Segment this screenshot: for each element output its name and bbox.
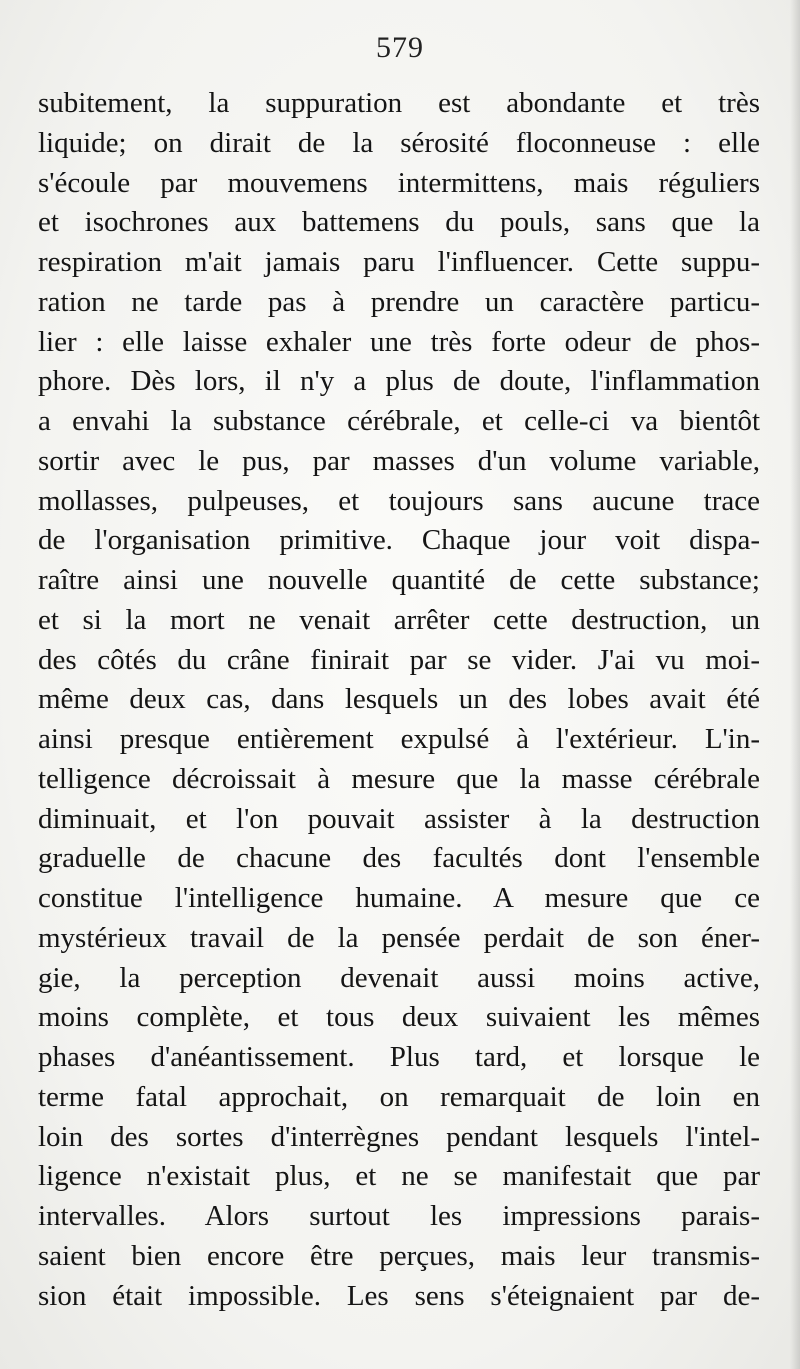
page-edge-shadow xyxy=(790,0,800,1369)
text-line: s'écoule par mouvemens intermittens, mais réguliers xyxy=(38,166,760,199)
text-line: ainsi presque entièrement expulsé à l'extérieur. L'in- xyxy=(38,723,760,755)
text-line: respiration m'ait jamais paru l'influencer. Cette suppu- xyxy=(38,246,760,278)
text-line: et isochrones aux battemens du pouls, sans que la xyxy=(38,206,760,239)
text-line: liquide; on dirait de la sérosité floconneuse : elle xyxy=(38,126,760,159)
text-line: phases d'anéantissement. Plus tard, et lorsque le xyxy=(38,1041,760,1073)
text-line: de l'organisation primitive. Chaque jour voit dispa- xyxy=(38,524,760,557)
text-line: mollasses, pulpeuses, et toujours sans aucune trace xyxy=(38,484,760,517)
text-line: mystérieux travail de la pensée perdait de son éner- xyxy=(38,921,760,954)
body-text xyxy=(38,84,760,1316)
text-line: et si la mort ne venait arrêter cette destruction, un xyxy=(38,603,760,636)
page-number: 579 xyxy=(376,31,424,64)
text-line: diminuait, et l'on pouvait assister à la destruction xyxy=(38,802,760,835)
text-line: lier : elle laisse exhaler une très forte odeur de phos- xyxy=(38,325,760,358)
text-line: des côtés du crâne finirait par se vider. J'ai vu moi- xyxy=(38,643,760,676)
text-line: ration ne tarde pas à prendre un caractère particu- xyxy=(38,285,760,318)
text-line: subitement, la suppuration est abondante et très xyxy=(38,87,760,119)
text-line: gie, la perception devenait aussi moins active, xyxy=(38,961,760,994)
text-line: a envahi la substance cérébrale, et celle-ci va bientôt xyxy=(38,405,760,437)
text-line: même deux cas, dans lesquels un des lobes avait été xyxy=(38,683,760,716)
text-line: telligence décroissait à mesure que la masse cérébrale xyxy=(38,762,760,795)
text-line: raître ainsi une nouvelle quantité de cette substance; xyxy=(38,564,760,596)
text-line: graduelle de chacune des facultés dont l'ensemble xyxy=(38,842,760,875)
text-line: saient bien encore être perçues, mais leur transmis- xyxy=(38,1239,760,1272)
text-line: sortir avec le pus, par masses d'un volume variable, xyxy=(38,444,760,477)
text-line: phore. Dès lors, il n'y a plus de doute, l'inflammation xyxy=(38,365,760,398)
text-line: constitue l'intelligence humaine. A mesure que ce xyxy=(38,882,760,914)
text-line: ligence n'existait plus, et ne se manifestait que par xyxy=(38,1160,760,1193)
text-line: moins complète, et tous deux suivaient les mêmes xyxy=(38,1001,760,1034)
text-line: sion était impossible. Les sens s'éteignaient par de- xyxy=(38,1279,760,1312)
text-line: terme fatal approchait, on remarquait de loin en xyxy=(38,1080,760,1113)
text-line: loin des sortes d'interrègnes pendant lesquels l'intel- xyxy=(38,1120,760,1153)
text-line: intervalles. Alors surtout les impressions parais- xyxy=(38,1200,760,1232)
